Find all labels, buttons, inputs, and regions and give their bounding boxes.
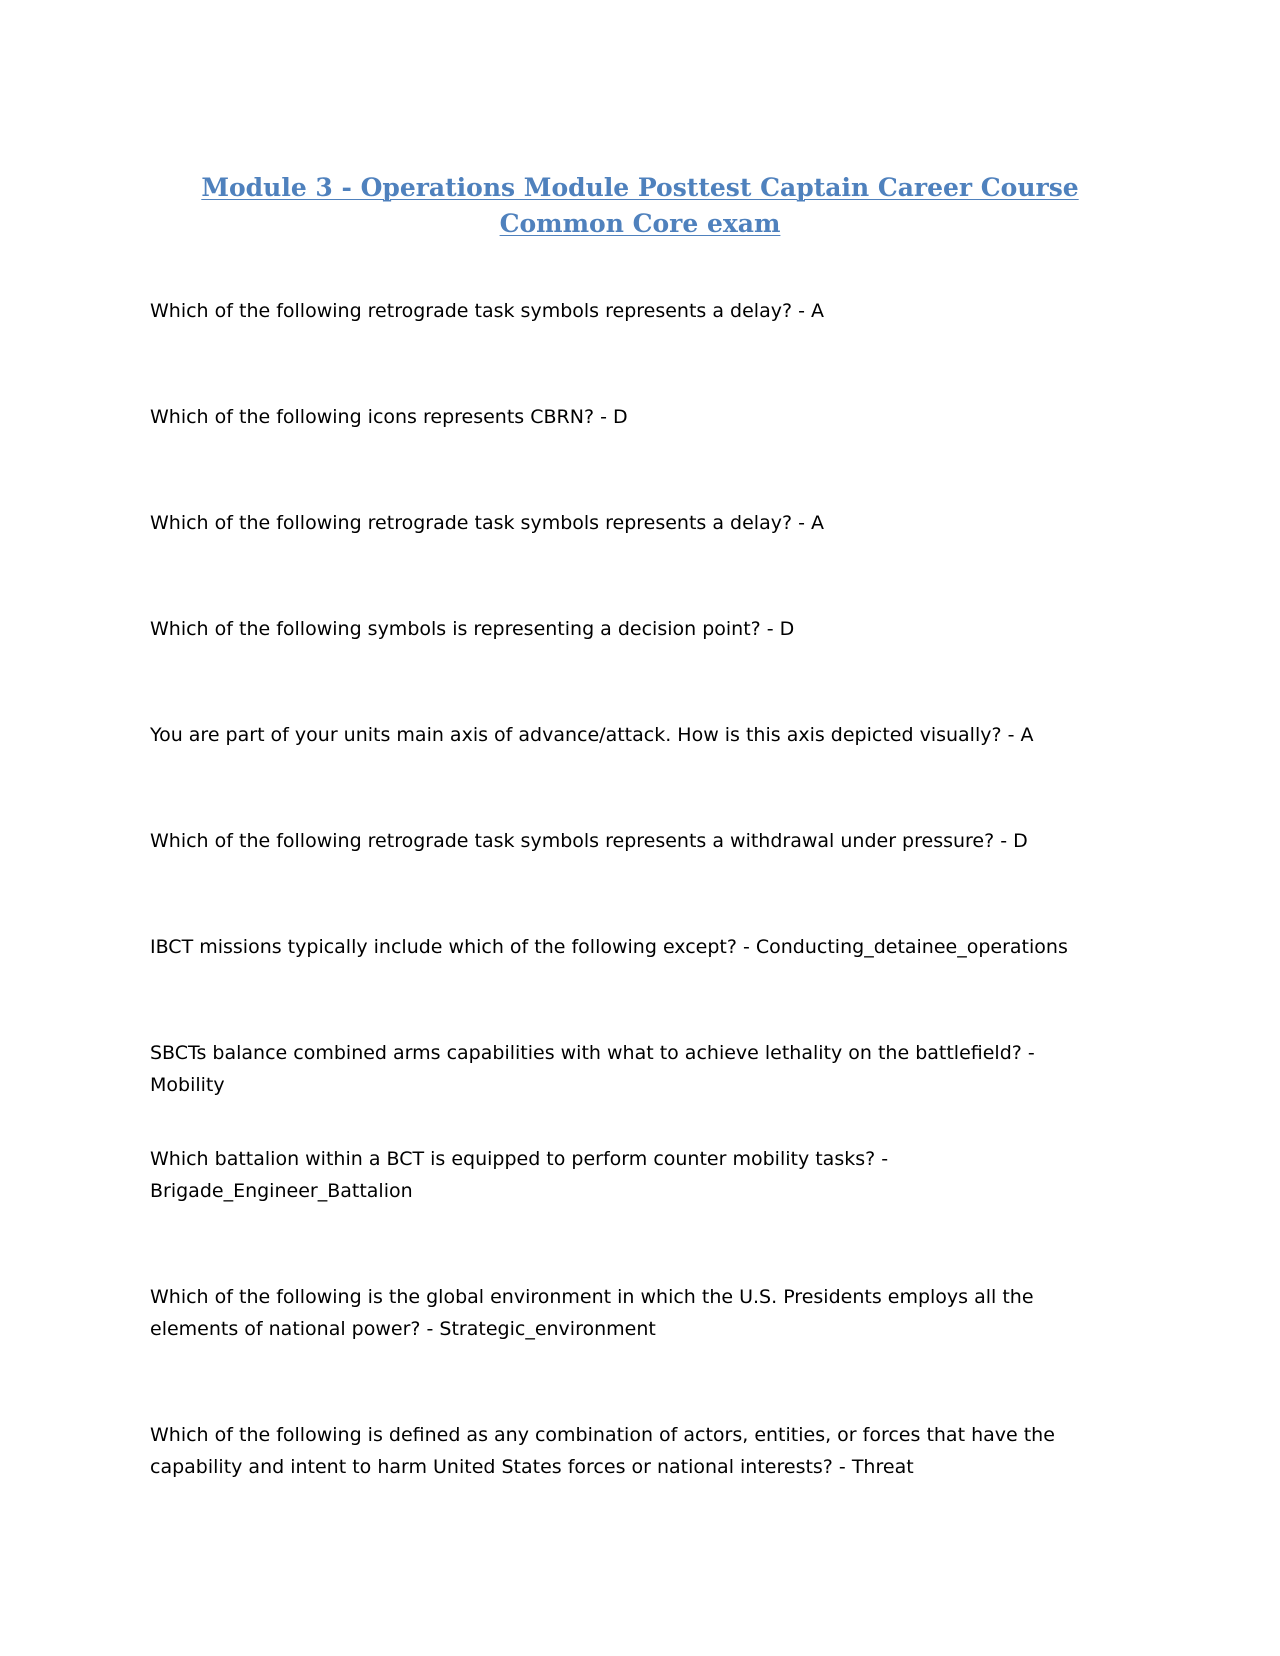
question-item: Which of the following is the global environment in which the U.S. Presidents employs all the elements of national power? - Strategic_environment <box>150 1286 1034 1340</box>
question-item: Which of the following retrograde task symbols represents a withdrawal under pressure? - D <box>150 830 1028 852</box>
question-item: Which of the following retrograde task symbols represents a delay? - A <box>150 300 824 322</box>
question-item: Which of the following retrograde task symbols represents a delay? - A <box>150 512 824 534</box>
question-item: SBCTs balance combined arms capabilities with what to achieve lethality on the battlefield? - Mobility <box>150 1042 1035 1096</box>
document-title: Module 3 - Operations Module Posttest Captain Career Course Common Core exam <box>201 173 1079 238</box>
question-item: Which of the following is defined as any combination of actors, entities, or forces that have the capability and intent to harm United States forces or national interests? - Threat <box>150 1424 1055 1478</box>
question-item: IBCT missions typically include which of the following except? - Conducting_detainee_operations <box>150 936 1068 958</box>
question-item: Which of the following symbols is representing a decision point? - D <box>150 618 795 640</box>
question-item: Which battalion within a BCT is equipped to perform counter mobility tasks? - Brigade_Engineer_Battalion <box>150 1148 889 1202</box>
question-item: You are part of your units main axis of advance/attack. How is this axis depicted visually? - A <box>150 724 1034 746</box>
question-item: Which of the following icons represents CBRN? - D <box>150 406 628 428</box>
